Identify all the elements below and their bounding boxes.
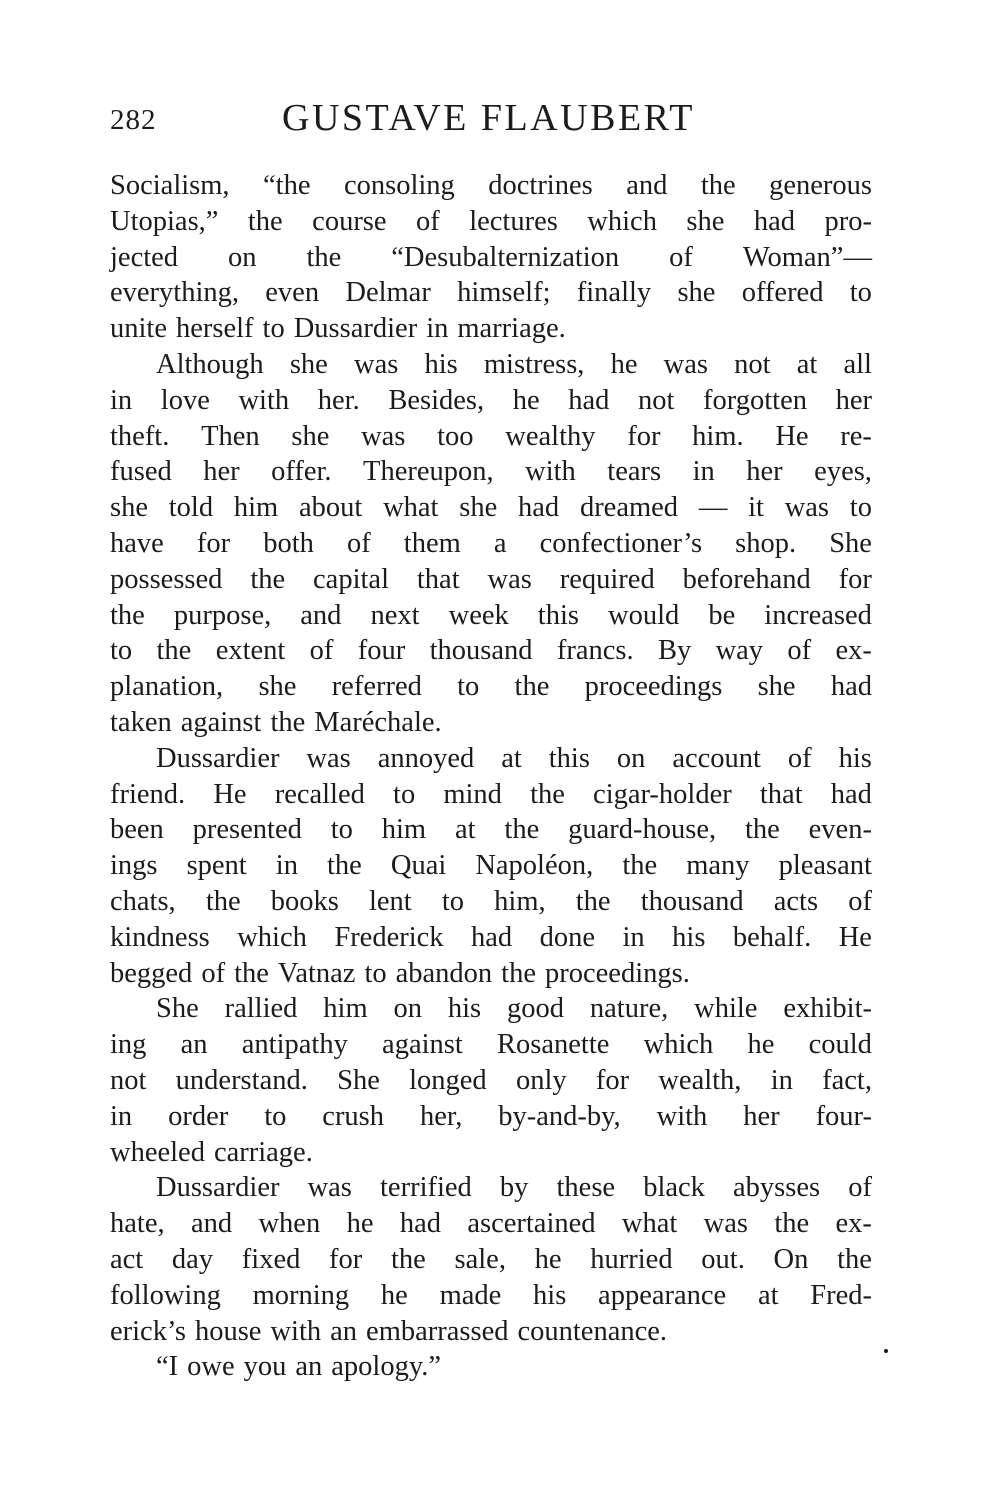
text-line: Utopias,” the course of lectures which she had pro- xyxy=(110,205,872,237)
text-line: unite herself to Dussardier in marriage. xyxy=(110,313,566,345)
text-line: begged of the Vatnaz to abandon the proceedings. xyxy=(110,957,690,989)
text-line: theft. Then she was too wealthy for him. He re- xyxy=(110,420,872,452)
text-line: been presented to him at the guard-house, the even- xyxy=(110,814,872,846)
text-line: friend. He recalled to mind the cigar-holder that had xyxy=(110,778,872,810)
text-line: kindness which Frederick had done in his behalf. He xyxy=(110,921,872,953)
page-number: 282 xyxy=(110,104,157,136)
text-line: planation, she referred to the proceedings she had xyxy=(110,671,872,703)
text-line: fused her offer. Thereupon, with tears in her eyes, xyxy=(110,456,872,488)
text-line: she told him about what she had dreamed — it was to xyxy=(110,492,872,524)
text-line: possessed the capital that was required beforehand for xyxy=(110,563,872,595)
text-line: not understand. She longed only for wealth, in fact, xyxy=(110,1064,872,1096)
text-line: Dussardier was terrified by these black abysses of xyxy=(156,1172,872,1204)
text-line: “I owe you an apology.” xyxy=(156,1351,442,1383)
text-line: ing an antipathy against Rosanette which he could xyxy=(110,1029,872,1061)
text-line: ings spent in the Quai Napoléon, the many pleasant xyxy=(110,850,872,882)
text-line: wheeled carriage. xyxy=(110,1136,313,1168)
text-line: act day fixed for the sale, he hurried out. On the xyxy=(110,1243,872,1275)
text-line: hate, and when he had ascertained what was the ex- xyxy=(110,1208,872,1240)
text-line: erick’s house with an embarrassed countenance. xyxy=(110,1315,668,1347)
page-header-title: GUSTAVE FLAUBERT xyxy=(282,97,695,139)
text-line: She rallied him on his good nature, while exhibit- xyxy=(156,993,872,1025)
print-speck xyxy=(884,1349,888,1353)
text-line: Although she was his mistress, he was not at all xyxy=(156,348,872,380)
text-line: in love with her. Besides, he had not forgotten her xyxy=(110,384,872,416)
text-line: jected on the “Desubalternization of Woman”— xyxy=(110,241,872,273)
text-line: following morning he made his appearance at Fred- xyxy=(110,1279,872,1311)
running-head xyxy=(110,96,890,144)
text-line: to the extent of four thousand francs. By way of ex- xyxy=(110,635,872,667)
text-line: Socialism, “the consoling doctrines and the generous xyxy=(110,170,872,201)
body-text xyxy=(110,168,872,1385)
text-line: everything, even Delmar himself; finally she offered to xyxy=(110,277,872,309)
text-line: Dussardier was annoyed at this on account of his xyxy=(156,742,872,774)
text-line: taken against the Maréchale. xyxy=(110,706,442,738)
text-line: chats, the books lent to him, the thousand acts of xyxy=(110,885,872,917)
text-line: have for both of them a confectioner’s shop. She xyxy=(110,527,872,559)
text-line: the purpose, and next week this would be increased xyxy=(110,599,872,631)
text-line: in order to crush her, by-and-by, with her four- xyxy=(110,1100,872,1132)
